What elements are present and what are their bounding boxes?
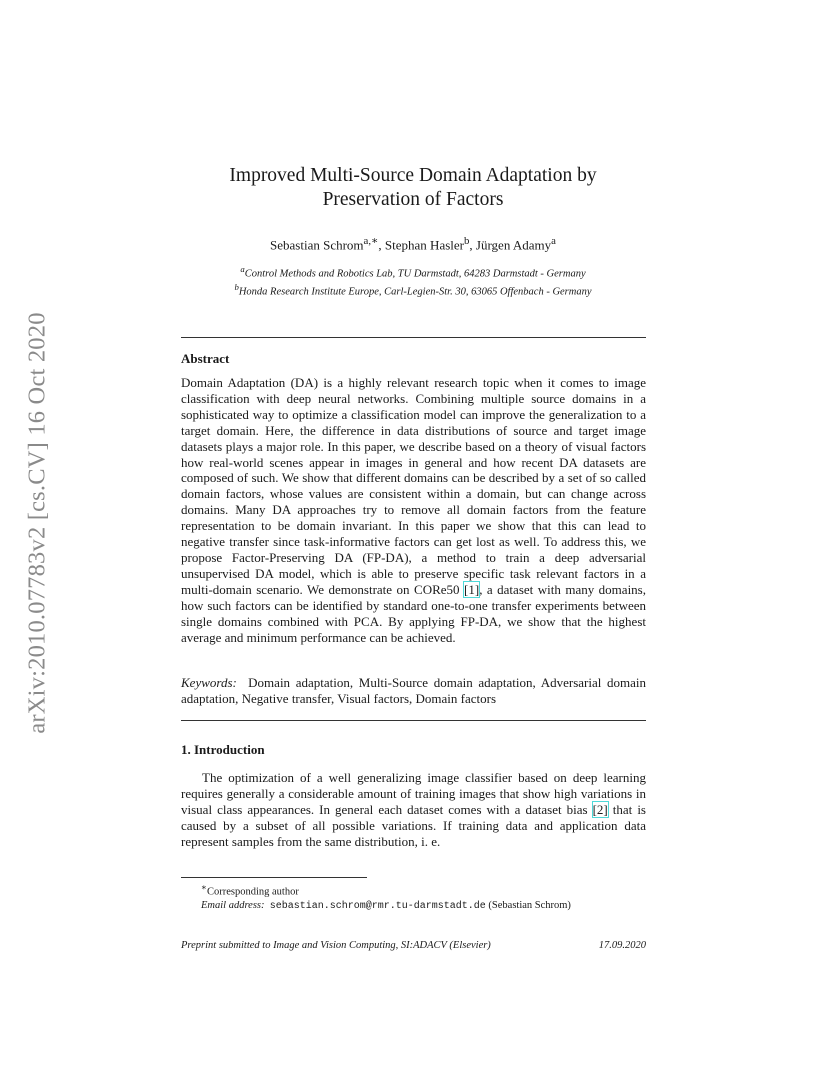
- affiliation-b: [180, 281, 646, 299]
- keywords-label: Keywords:: [181, 675, 237, 690]
- footnote-corresponding: [201, 881, 646, 899]
- keywords: [181, 675, 646, 707]
- footer-venue: Preprint submitted to Image and Vision Computing, SI:ADACV (Elsevier): [181, 940, 491, 951]
- section-heading-introduction: 1. Introduction: [181, 742, 265, 757]
- title-line-1: Improved Multi-Source Domain Adaptation by: [229, 165, 597, 186]
- author-name: Sebastian Schrom: [270, 237, 364, 253]
- affiliation-marker: a: [240, 264, 245, 274]
- email-owner: (Sebastian Schrom): [488, 899, 571, 911]
- abstract-text: [181, 375, 646, 645]
- keywords-text: Domain adaptation, Multi-Source domain adaptation, Adversarial domain adaptation, Negative transfer, Visual factors, Domain factors: [181, 675, 647, 706]
- affiliation-text: Control Methods and Robotics Lab, TU Darmstadt, 64283 Darmstadt - Germany: [244, 268, 586, 280]
- email-address[interactable]: sebastian.schrom@rmr.tu-darmstadt.de: [269, 900, 486, 912]
- affiliation-text: Honda Research Institute Europe, Carl-Legien-Str. 30, 63065 Offenbach - Germany: [238, 286, 592, 298]
- footnote: [201, 881, 646, 913]
- abstract-heading: Abstract: [181, 351, 230, 366]
- author-name: Jürgen Adamy: [475, 237, 552, 253]
- page-footer: [181, 940, 646, 951]
- citation-link[interactable]: [1]: [464, 581, 480, 597]
- footer-date: 17.09.2020: [598, 940, 646, 951]
- abstract-text-part: Domain Adaptation (DA) is a highly relevant research topic when it comes to image classification with deep neural networks. Combining multiple source domains in a sophisticated way to optimize a classification model can improve the generalization to a target domain. Here, the difference in data distributions of source and target image datasets plays a major role. In this paper, we describe based on a theory of visual factors how real-world scenes appear in images in general and how recent DA datasets are composed of such. We show that different domains can be described by a set of so called domain factors, whose values are consistent within a domain, but can change across domains. Many DA approaches try to remove all domain factors from the feature representation to be domain invariant. In this paper we show that this can lead to negative transfer since task-informative factors can get lost as well. To address this, we propose Factor-Preserving DA (FP-DA), a method to train a deep adversarial unsupervised DA model, which is able to preserve specific task relevant factors in a multi-domain scenario. We demonstrate on CORe50: [181, 375, 646, 597]
- arxiv-sidebar: [18, 288, 58, 758]
- email-label: Email address:: [201, 899, 265, 911]
- author-superscript: a,∗: [363, 235, 379, 247]
- author-name: Stephan Hasler: [384, 237, 464, 253]
- bottom-rule: [181, 720, 646, 721]
- affiliation-marker: b: [234, 282, 239, 292]
- title-line-2: Preservation of Factors: [322, 189, 504, 210]
- affiliation-a: [180, 263, 646, 281]
- footnote-rule: [181, 877, 367, 878]
- footnote-text: Corresponding author: [206, 886, 299, 898]
- affiliations: [180, 263, 646, 299]
- paper-title: [180, 164, 646, 212]
- footnote-marker: ∗: [201, 882, 207, 892]
- abstract-text-part: , a dataset with many domains, how such factors can be identified by standard one-to-one transfer experiments between single domains combined with PCA. By applying FP-DA, we show that the highest average and minimum performance can be achieved.: [181, 581, 646, 645]
- intro-text-part: that is caused by a subset of all possible variations. If training data and application data represent samples from the same distribution, i. e.: [181, 801, 646, 849]
- intro-text-part: The optimization of a well generalizing image classifier based on deep learning requires generally a considerable amount of training images that show high variations in visual class appearances. In general each dataset comes with a dataset bias: [181, 770, 646, 817]
- introduction-text: [181, 770, 646, 850]
- author-list: Sebastian Schrom$^{a,∗}$, Stephan Hasler$^b$, Jürgen Adamy$^a$: [270, 235, 556, 253]
- citation-link[interactable]: [2]: [592, 801, 608, 817]
- author-superscript: b: [463, 235, 470, 247]
- author-superscript: a: [551, 235, 556, 247]
- arxiv-identifier: arXiv:2010.07783v2 [cs.CV] 16 Oct 2020: [24, 312, 52, 734]
- top-rule: [181, 337, 646, 338]
- footnote-email-line: [201, 899, 646, 913]
